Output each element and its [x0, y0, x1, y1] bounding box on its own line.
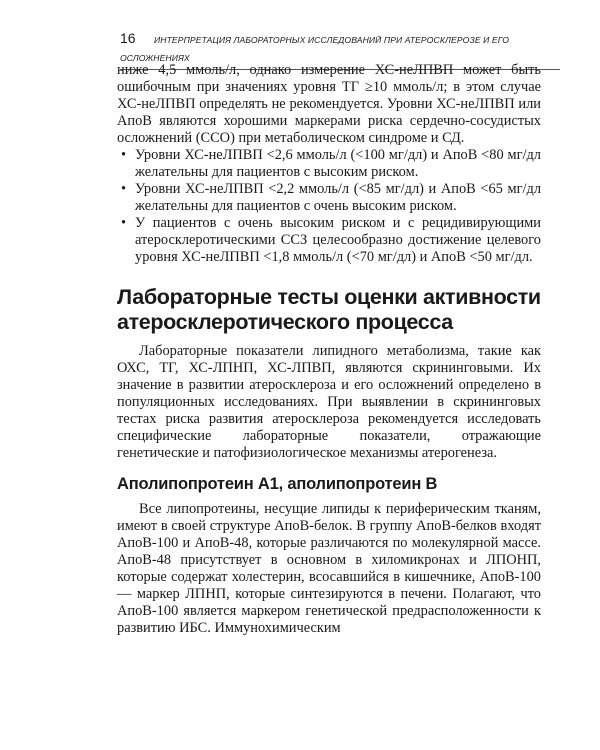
section-paragraph: Лабораторные показатели липидного метаболизма, такие как ОХС, ТГ, ХС-ЛПНП, ХС-ЛПВП, являются скрининговыми. Их значение в развитии атеросклероза и его осложнений определено в популяционных исследованиях. При выявлении в скрининговых тестах риска развития атеросклероза рекомендуется исследовать специфические лабораторные показатели, отражающие генетические и патофизиологическое механизмы атерогенеза.	[117, 343, 541, 461]
bullet-icon: •	[121, 215, 127, 231]
bullet-icon: •	[121, 147, 127, 163]
subsection-heading: Аполипопротеин А1, аполипопротеин В	[117, 475, 438, 493]
bullet-icon: •	[121, 181, 127, 197]
recommendation-list	[117, 147, 541, 266]
list-item-text: Уровни ХС-неЛПВП <2,2 ммоль/л (<85 мг/дл) и АпоВ <65 мг/дл желательны для пациентов с очень высоким риском.	[135, 181, 541, 214]
page-number: 16	[120, 30, 136, 46]
list-item-text: Уровни ХС-неЛПВП <2,6 ммоль/л (<100 мг/дл) и АпоВ <80 мг/дл желательны для пациентов с высоким риском.	[135, 147, 541, 180]
intro-paragraph: ниже 4,5 ммоль/л, однако измерение ХС-неЛПВП может быть ошибочным при значениях уровня ТГ ≥10 ммоль/л; в этом случае ХС-неЛПВП определять не рекомендуется. Уровни ХС-неЛПВП или АпоВ являются хорошими маркерами риска сердечно-сосудистых осложнений (ССО) при метаболическом синдроме и СД.	[117, 62, 541, 146]
list-item	[117, 215, 541, 266]
list-item	[117, 147, 541, 181]
subsection-paragraph: Все липопротеины, несущие липиды к периферическим тканям, имеют в своей структуре АпоВ-белок. В группу АпоВ-белков входят АпоВ-100 и АпоВ-48, которые различаются по молекулярной массе. АпоВ-48 присутствует в основном в хиломикронах и ЛПОНП, которые содержат холестерин, всосавшийся в кишечнике, АпоВ-100 — маркер ЛПНП, которые синтезируются в печени. Полагают, что АпоВ-100 является маркером генетической предрасположенности к развитию ИБС. Иммунохимическим	[117, 501, 541, 636]
list-item-text: У пациентов с очень высоким риском и с рецидивирующими атеросклеротическими ССЗ целесообразно достижение целевого уровня ХС-неЛПВП <1,8 ммоль/л (<70 мг/дл) и АпоВ <50 мг/дл.	[135, 215, 541, 265]
page-body	[117, 62, 541, 637]
section-heading: Лабораторные тесты оценки активности атеросклеротического процесса	[117, 285, 541, 334]
running-title: ИНТЕРПРЕТАЦИЯ ЛАБОРАТОРНЫХ ИССЛЕДОВАНИЙ ПРИ АТЕРОСКЛЕРОЗЕ И ЕГО ОСЛОЖНЕНИЯХ	[120, 35, 509, 63]
list-item	[117, 181, 541, 215]
